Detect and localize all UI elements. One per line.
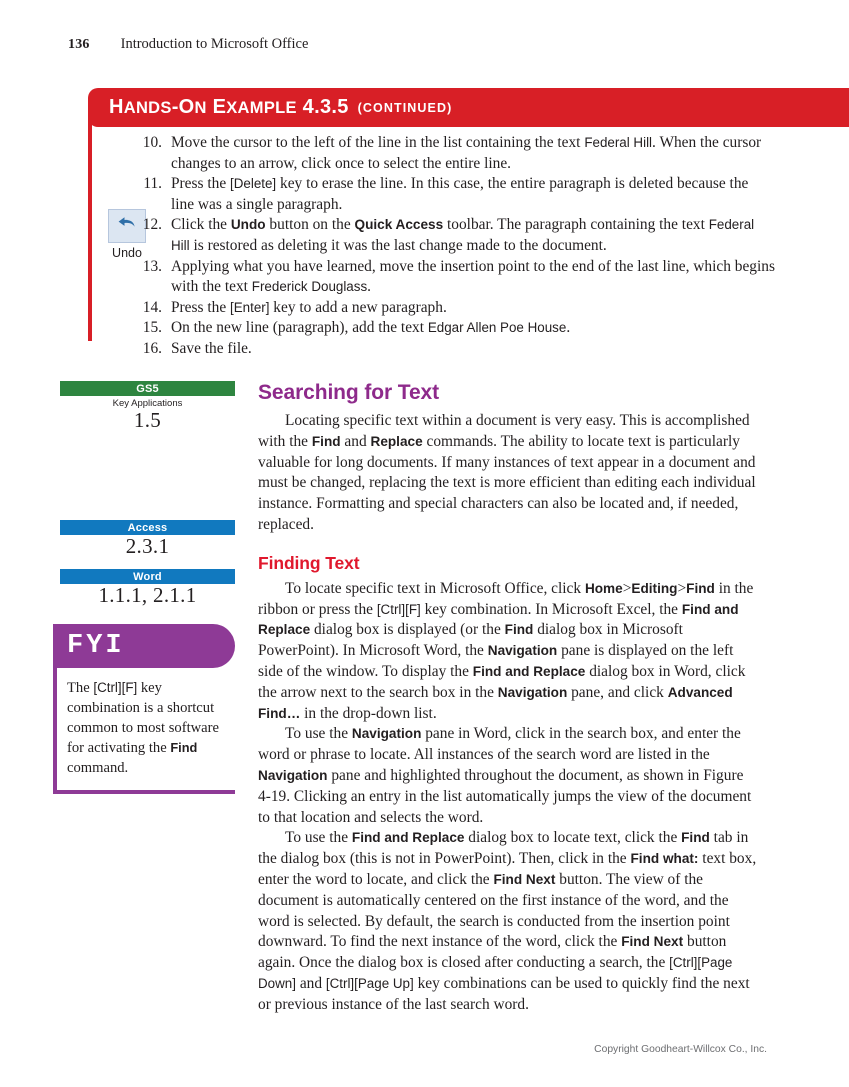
hands-on-banner-continued: (CONTINUED) <box>357 100 453 115</box>
bold-ui-term: Home <box>584 580 623 596</box>
intro-paragraph <box>258 411 757 536</box>
bold-ui-term: Find <box>686 580 715 596</box>
text-run: and <box>340 432 371 450</box>
hands-on-step <box>141 133 775 174</box>
body-paragraph <box>258 579 757 725</box>
text-run: commands. The ability to locate text is particularly valuable for long documents. If many instances of text appear in a document and must be changed, replacing the text is more efficient than editing each individual instance. Formatting and special characters can also be located and, if needed, replaced. <box>258 432 756 533</box>
bold-ui-term: Navigation <box>487 643 558 659</box>
ui-literal-text: Frederick Douglass <box>251 279 368 295</box>
standard-badge-number: 2.3.1 <box>125 534 170 558</box>
bold-ui-term: Find Next <box>621 934 684 950</box>
text-run: key to add a new paragraph. <box>269 298 447 316</box>
bold-ui-term: Undo <box>230 217 266 233</box>
step-text <box>171 298 775 319</box>
text-run: Locating specific text within a document is very easy. This is accomplished with the <box>258 412 750 450</box>
standard-badge-gs5 <box>60 381 235 433</box>
ui-literal-text: [Ctrl][F] <box>93 680 138 695</box>
text-run: command. <box>67 760 129 776</box>
standard-badge-label: Access <box>60 520 235 535</box>
text-run: button. The view of the document is automatically centered on the first instance of the word, and the word is selected. By default, the search is conducted from the insertion point downward. To find the next instance of the word, click the <box>258 870 730 951</box>
bold-ui-term: Advanced Find… <box>258 684 733 721</box>
bold-ui-term: Navigation <box>351 726 422 742</box>
text-run: Save the file. <box>171 339 252 357</box>
bold-ui-term: Find and Replace <box>258 601 739 638</box>
text-run: . <box>566 319 571 337</box>
bold-ui-term: Find <box>170 740 198 755</box>
text-run: > <box>677 579 687 597</box>
article-column <box>258 381 757 1016</box>
step-text <box>171 318 775 339</box>
standard-badge-label: Word <box>60 569 235 584</box>
standard-badge-number: 1.1.1, 2.1.1 <box>98 583 197 607</box>
text-run: Press the <box>171 175 230 193</box>
text-run: in the ribbon or press the <box>258 579 754 618</box>
fyi-header-label: FYI <box>67 631 125 661</box>
bold-ui-term: Find and Replace <box>351 830 465 846</box>
hands-on-example-banner <box>88 88 849 127</box>
bold-ui-term: Navigation <box>497 684 568 700</box>
step-number: 14. <box>142 298 162 316</box>
bold-ui-term: Replace <box>370 433 423 449</box>
banner-cap-e: E <box>212 96 227 118</box>
bold-ui-term: Find and Replace <box>472 663 586 679</box>
text-run: dialog box is displayed (or the <box>310 621 505 639</box>
text-run: toolbar. The paragraph containing the text <box>443 216 709 234</box>
step-text <box>171 215 775 256</box>
footer-copyright: Copyright Goodheart-Willcox Co., Inc. <box>594 1044 767 1055</box>
step-text <box>171 257 775 298</box>
fyi-body-text <box>57 668 235 790</box>
text-run: To locate specific text in Microsoft Office, click <box>285 579 585 597</box>
text-run: tab in the dialog box (this is not in PowerPoint). Then, click in the <box>258 829 749 868</box>
text-run: pane, and click <box>567 683 668 701</box>
step-number: 12. <box>142 216 162 234</box>
hands-on-side-rule <box>88 110 92 341</box>
bold-ui-term: Find <box>681 830 710 846</box>
text-run: Click the <box>171 216 231 234</box>
text-run: is restored as deleting it was the last change made to the document. <box>189 236 607 254</box>
hands-on-step <box>141 174 775 215</box>
step-number: 10. <box>142 134 162 151</box>
text-run: Applying what you have learned, move the insertion point to the end of the last line, which begins with the text <box>171 257 775 296</box>
text-run: dialog box to locate text, click the <box>464 829 682 847</box>
fyi-callout-box <box>53 624 235 794</box>
text-run: . When the cursor changes to an arrow, click once to select the entire line. <box>171 134 762 172</box>
text-run: and <box>295 974 326 992</box>
step-number: 13. <box>142 257 162 275</box>
standard-badge-subtitle: Key Applications <box>112 398 183 409</box>
sub-heading-finding-text: Finding Text <box>258 552 360 573</box>
text-run: Press the <box>171 298 230 316</box>
bold-ui-term: Find what: <box>630 851 699 867</box>
text-run: key combinations can be used to quickly find the next or previous instance of the last search word. <box>258 974 750 1013</box>
bold-ui-term: Find <box>504 622 534 638</box>
ui-literal-text: [Ctrl][Page Up] <box>325 975 414 991</box>
finding-text-paragraphs <box>258 579 757 1016</box>
bold-ui-term: Navigation <box>258 767 328 783</box>
hands-on-step <box>141 339 775 360</box>
step-number: 11. <box>143 175 162 193</box>
hands-on-step-list <box>141 133 775 360</box>
ui-literal-text: [Ctrl][Page Down] <box>258 955 733 991</box>
standard-badge-label: GS5 <box>60 381 235 396</box>
text-run: To use the <box>285 725 352 743</box>
standard-badge-word <box>60 569 235 608</box>
text-run: On the new line (paragraph), add the text <box>171 319 428 337</box>
text-run: key combination. In Microsoft Excel, the <box>420 600 682 618</box>
step-text <box>171 174 775 215</box>
hands-on-step <box>141 215 775 256</box>
hands-on-step <box>141 318 775 339</box>
banner-n: N <box>194 99 207 117</box>
text-run: dialog box in Word, click the arrow next to the search box in the <box>258 662 746 701</box>
text-run: key to erase the line. In this case, the entire paragraph is deleted because the line was a single paragraph. <box>171 175 749 213</box>
undo-arrow-icon <box>116 214 138 239</box>
ui-literal-text: Federal Hill <box>171 217 755 253</box>
body-paragraph <box>258 828 757 1015</box>
text-run: . <box>367 278 372 296</box>
banner-xample: XAMPLE <box>226 99 297 117</box>
standard-badge-access <box>60 520 235 559</box>
text-run: pane in Word, click in the search box, and enter the word or phrase to locate. All instances of the search word are listed in the <box>258 725 741 764</box>
ui-literal-text: Federal Hill <box>584 135 653 150</box>
section-heading-searching-for-text: Searching for Text <box>258 381 440 404</box>
text-run: To use the <box>285 829 352 847</box>
ui-literal-text: [Ctrl][F] <box>376 601 421 617</box>
banner-ands: ANDS <box>123 99 172 117</box>
step-text <box>171 339 775 360</box>
bold-ui-term: Find Next <box>493 871 556 887</box>
text-run: pane and highlighted throughout the document, as shown in Figure 4-19. Clicking an entry in the list automatically jumps the view of the document to that location and selects the word. <box>258 766 752 826</box>
text-run: text box, enter the word to locate, and click the <box>258 850 757 888</box>
text-run: in the drop-down list. <box>300 704 437 722</box>
page-number: 136 <box>68 37 90 52</box>
standard-badge-number: 1.5 <box>133 408 162 432</box>
bold-ui-term: Quick Access <box>354 217 444 233</box>
running-head-title: Introduction to Microsoft Office <box>120 36 309 52</box>
ui-literal-text: [Enter] <box>230 299 270 315</box>
text-run: The <box>67 680 94 696</box>
undo-icon-label: Undo <box>112 246 142 260</box>
banner-cap-o: O <box>178 96 195 118</box>
text-run: dialog box in Microsoft PowerPoint). In Microsoft Word, the <box>258 621 683 660</box>
hands-on-banner-title <box>109 96 349 119</box>
banner-number: 4.3.5 <box>302 96 349 118</box>
text-run: > <box>622 579 632 597</box>
text-run: button on the <box>265 216 355 234</box>
text-run: key combination is a shortcut common to most software for activating the <box>67 680 219 756</box>
hands-on-step <box>141 298 775 319</box>
step-number: 16. <box>142 339 162 357</box>
banner-cap-h: H <box>109 96 124 118</box>
body-paragraph <box>258 724 757 828</box>
bold-ui-term: Find <box>311 433 341 449</box>
fyi-header <box>53 624 235 668</box>
step-number: 15. <box>142 319 162 337</box>
running-head <box>68 36 308 53</box>
ui-literal-text: Edgar Allen Poe House <box>427 320 567 336</box>
banner-dash: - <box>171 96 179 118</box>
step-text <box>171 133 775 174</box>
fyi-body-wrapper <box>53 668 235 794</box>
text-run: Move the cursor to the left of the line in the list containing the text <box>171 134 585 151</box>
hands-on-step <box>141 257 775 298</box>
text-run: pane is displayed on the left side of the window. To display the <box>258 642 734 680</box>
bold-ui-term: Editing <box>631 580 678 596</box>
ui-literal-text: [Delete] <box>230 176 277 192</box>
text-run: button again. Once the dialog box is closed after conducting a search, the <box>258 933 727 972</box>
